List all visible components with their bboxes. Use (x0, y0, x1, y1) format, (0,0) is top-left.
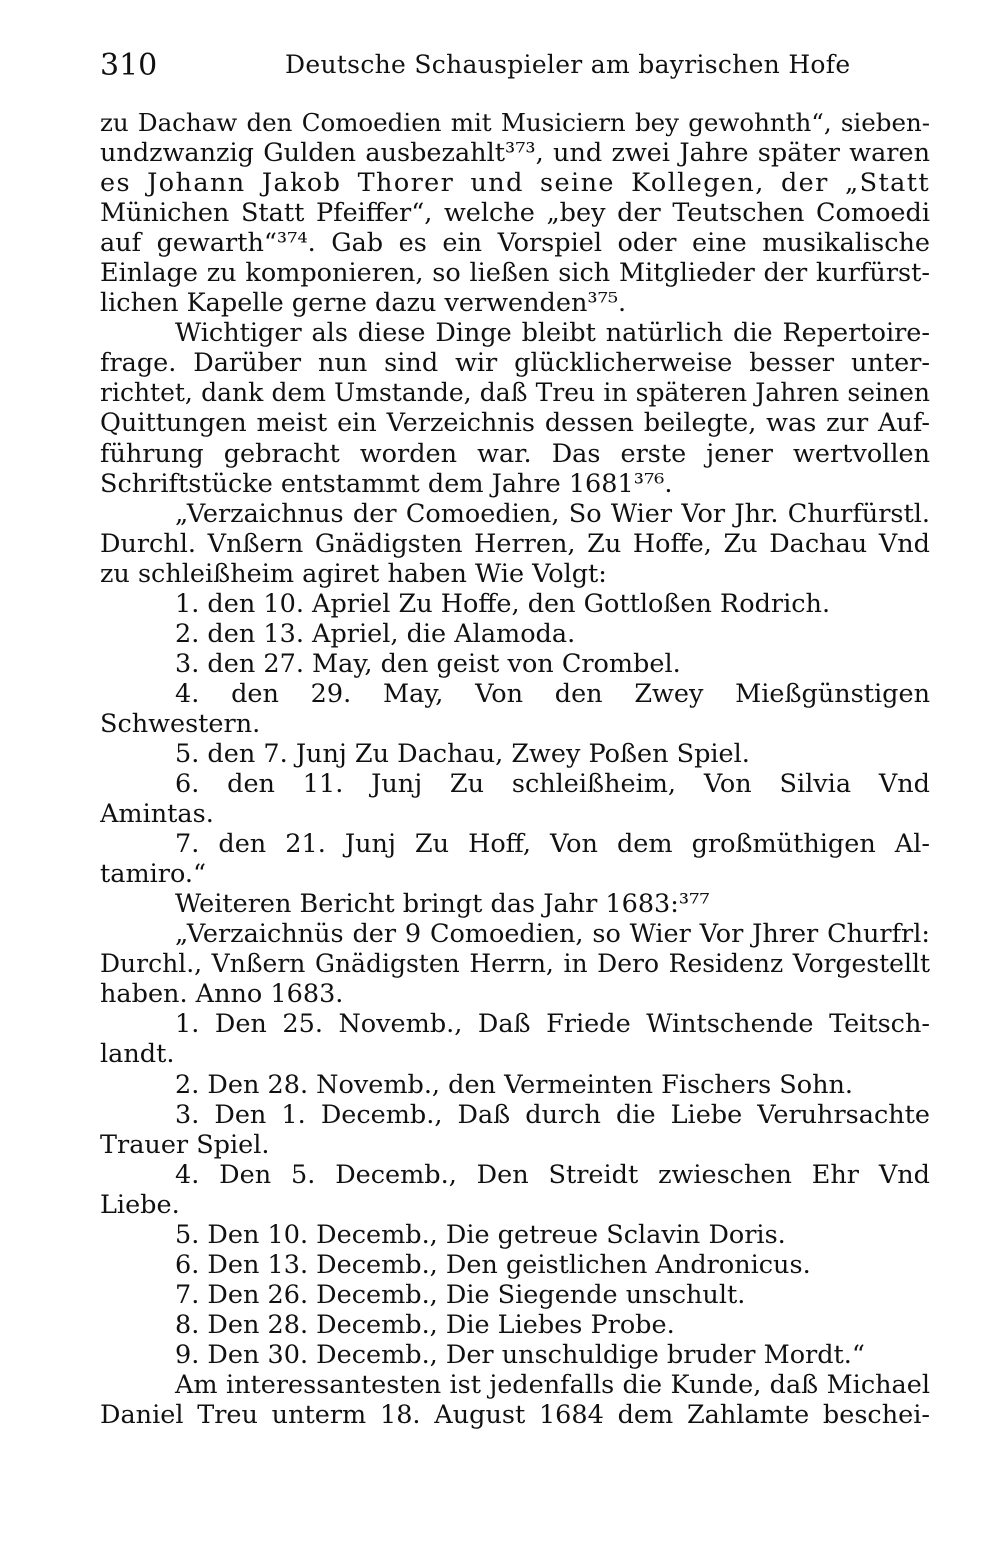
text-line: Durchl., Vnßern Gnädigsten Herrn, in Dero Residenz Vorgestellt (100, 949, 930, 979)
page-number: 310 (100, 48, 158, 83)
text-line: Einlage zu komponieren, so ließen sich Mitglieder der kurfürst- (100, 258, 930, 289)
text-line: richtet, dank dem Umstande, daß Treu in späteren Jahren seinen (100, 378, 930, 408)
text-line: Daniel Treu unterm 18. August 1684 dem Zahlamte beschei- (100, 1400, 930, 1431)
text-line: „Verzaichnus der Comoedien, So Wier Vor Jhr. Churfürstl. (175, 498, 930, 529)
text-line: 2. den 13. Apriel, die Alamoda. (175, 618, 576, 649)
text-line: 4. Den 5. Decemb., Den Streidt zwieschen Ehr Vnd (175, 1159, 930, 1190)
text-line: Wichtiger als diese Dinge bleibt natürlich die Repertoire- (175, 318, 930, 349)
text-line: Quittungen meist ein Verzeichnis dessen beilegte, was zur Auf- (100, 408, 930, 439)
text-line: 9. Den 30. Decemb., Der unschuldige bruder Mordt.“ (175, 1339, 865, 1370)
text-line: 2. Den 28. Novemb., den Vermeinten Fischers Sohn. (175, 1069, 854, 1100)
text-line: 4. den 29. May, Von den Zwey Mießgünstigen (175, 678, 930, 709)
text-line: 3. Den 1. Decemb., Daß durch die Liebe Veruhrsachte (175, 1099, 930, 1130)
text-line: Durchl. Vnßern Gnädigsten Herren, Zu Hoffe, Zu Dachau Vnd (100, 528, 930, 559)
text-line: 6. Den 13. Decemb., Den geistlichen Andronicus. (175, 1249, 811, 1280)
page-header (100, 48, 930, 88)
text-line: 7. Den 26. Decemb., Die Siegende unschult. (175, 1279, 746, 1310)
text-line: Schwestern. (100, 708, 261, 739)
text-line: 3. den 27. May, den geist von Crombel. (175, 648, 681, 679)
text-line: Liebe. (100, 1189, 180, 1220)
text-line: lichen Kapelle gerne dazu verwenden³⁷⁵. (100, 288, 627, 319)
text-line: 6. den 11. Junj Zu schleißheim, Von Silvia Vnd (175, 769, 930, 800)
text-line: zu schleißheim agiret haben Wie Volgt: (100, 558, 607, 589)
text-line: auf gewarth“³⁷⁴. Gab es ein Vorspiel oder eine musikalische (100, 228, 930, 259)
text-line: 5. Den 10. Decemb., Die getreue Sclavin Doris. (175, 1219, 786, 1250)
body-text (100, 108, 930, 1430)
text-line: „Verzaichnüs der 9 Comoedien, so Wier Vor Jhrer Churfrl: (175, 919, 930, 950)
text-line: frage. Darüber nun sind wir glücklicherweise besser unter- (100, 348, 930, 379)
text-line: Trauer Spiel. (100, 1129, 270, 1160)
text-line: es Johann Jakob Thorer und seine Kollegen, der „Statt (100, 168, 930, 199)
text-line: haben. Anno 1683. (100, 979, 344, 1010)
text-line: Amintas. (100, 799, 214, 830)
text-line: tamiro.“ (100, 859, 207, 890)
text-line: Schriftstücke entstammt dem Jahre 1681³⁷⁶. (100, 468, 673, 499)
text-line: 1. Den 25. Novemb., Daß Friede Wintschende Teitsch- (175, 1009, 930, 1040)
text-line: 7. den 21. Junj Zu Hoff, Von dem großmüthigen Al- (175, 829, 930, 860)
text-line: 8. Den 28. Decemb., Die Liebes Probe. (175, 1309, 675, 1340)
text-line: landt. (100, 1039, 175, 1070)
text-line: führung gebracht worden war. Das erste jener wertvollen (100, 438, 930, 469)
text-line: 5. den 7. Junj Zu Dachau, Zwey Poßen Spiel. (175, 738, 750, 769)
text-line: undzwanzig Gulden ausbezahlt³⁷³, und zwei Jahre später waren (100, 138, 930, 169)
text-line: 1. den 10. Apriel Zu Hoffe, den Gottloßen Rodrich. (175, 588, 831, 619)
running-title: Deutsche Schauspieler am bayrischen Hofe (285, 50, 851, 79)
text-line: Münichen Statt Pfeiffer“, welche „bey der Teutschen Comoedi (100, 198, 930, 229)
text-line: Weiteren Bericht bringt das Jahr 1683:³⁷⁷ (175, 889, 710, 920)
text-line: zu Dachaw den Comoedien mit Musiciern bey gewohnth“, sieben- (100, 108, 930, 137)
text-line: Am interessantesten ist jedenfalls die Kunde, daß Michael (175, 1369, 930, 1400)
